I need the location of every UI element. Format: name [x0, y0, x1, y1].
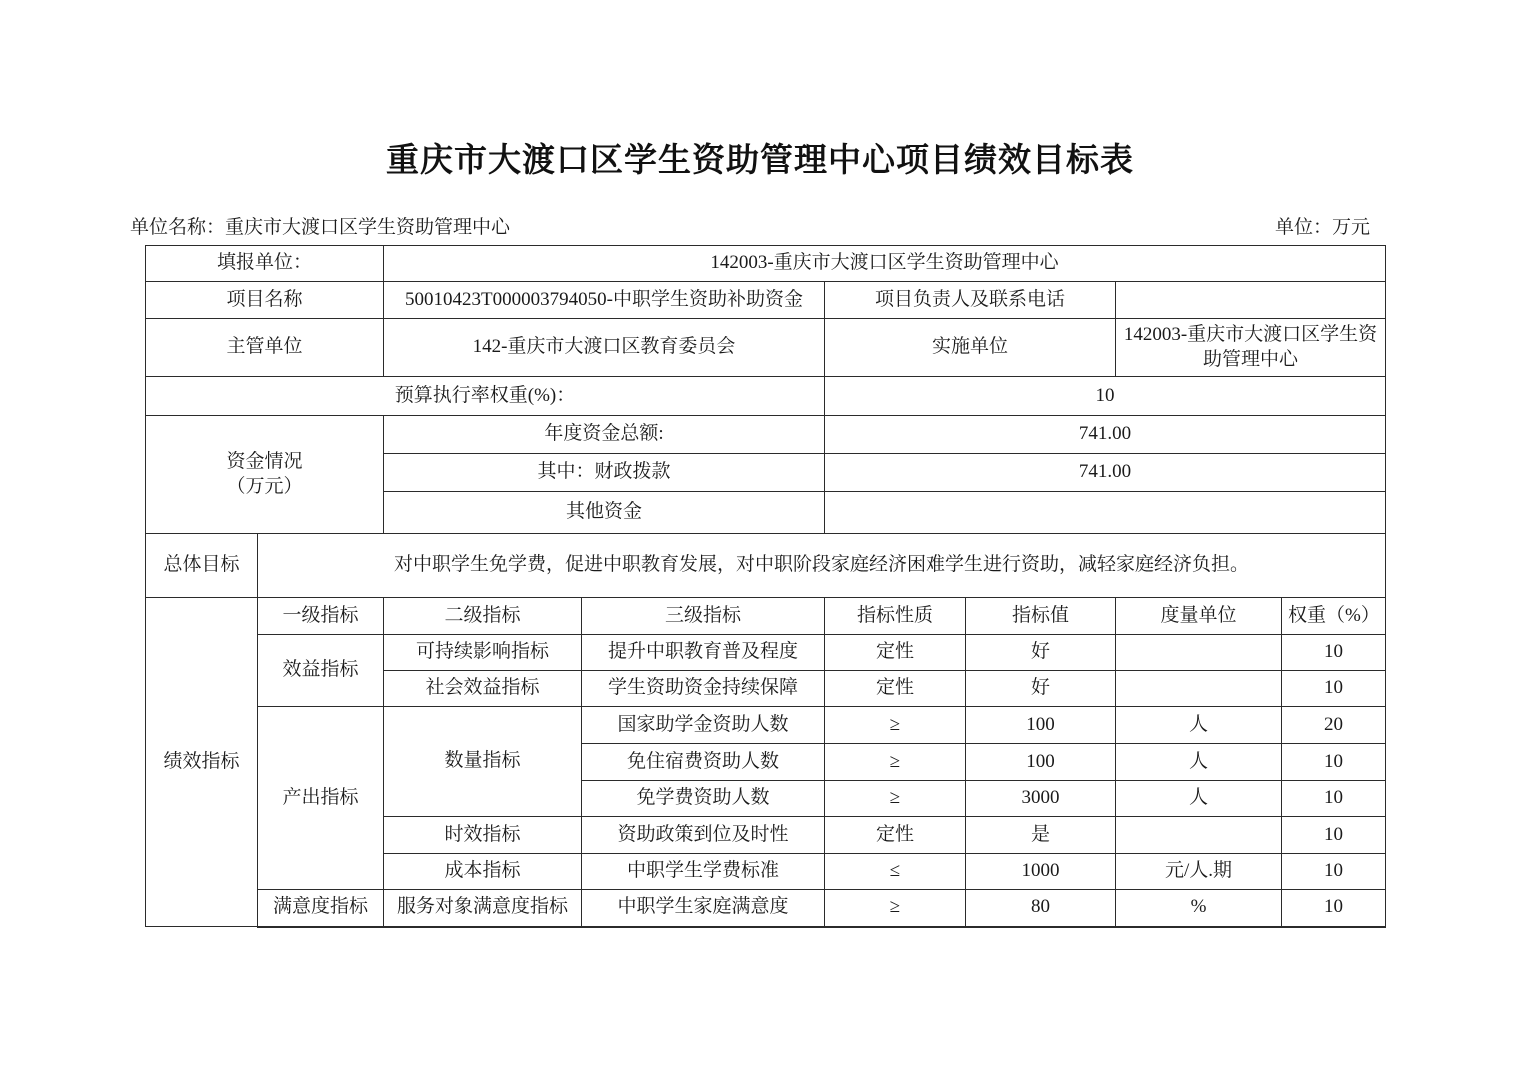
page-title: 重庆市大渡口区学生资助管理中心项目绩效目标表 [386, 141, 1134, 178]
header-weight: 权重（%） [1282, 598, 1386, 635]
funds-fiscal-value: 741.00 [825, 454, 1386, 492]
cell-level3: 提升中职教育普及程度 [582, 635, 825, 671]
table-row [146, 890, 1386, 927]
cell-level1: 效益指标 [258, 635, 384, 707]
funds-total-label: 年度资金总额: [384, 416, 825, 454]
cell-unit [1116, 817, 1282, 854]
budget-rate-value: 10 [825, 377, 1386, 416]
cell-value: 好 [966, 671, 1116, 707]
header-unit: 度量单位 [1116, 598, 1282, 635]
cell-unit: 人 [1116, 744, 1282, 781]
funds-group-label-line1: 资金情况 [226, 450, 303, 472]
supervisor-unit-value: 142-重庆市大渡口区教育委员会 [384, 319, 825, 377]
table-row [146, 319, 1386, 377]
overall-goal-text: 对中职学生免学费，促进中职教育发展，对中职阶段家庭经济困难学生进行资助，减轻家庭经济负担。 [258, 534, 1386, 598]
cell-weight: 10 [1282, 744, 1386, 781]
cell-value: 1000 [966, 854, 1116, 890]
cell-weight: 10 [1282, 817, 1386, 854]
supervisor-unit-label: 主管单位 [146, 319, 384, 377]
table-row [146, 635, 1386, 671]
cell-value: 80 [966, 890, 1116, 927]
cell-level3: 资助政策到位及时性 [582, 817, 825, 854]
cell-level2: 数量指标 [384, 707, 582, 817]
header-level2: 二级指标 [384, 598, 582, 635]
funds-group-label [146, 416, 384, 534]
table-header-row [146, 598, 1386, 635]
project-manager-label: 项目负责人及联系电话 [825, 282, 1116, 319]
cell-level3: 国家助学金资助人数 [582, 707, 825, 744]
cell-nature: 定性 [825, 817, 966, 854]
budget-rate-label: 预算执行率权重(%)： [146, 377, 825, 416]
funds-group-label-line2: （万元） [226, 475, 303, 497]
cell-unit: % [1116, 890, 1282, 927]
cell-nature: ≥ [825, 890, 966, 927]
implement-unit-value: 142003-重庆市大渡口区学生资助管理中心 [1116, 319, 1386, 377]
cell-unit: 人 [1116, 781, 1282, 817]
cell-weight: 20 [1282, 707, 1386, 744]
table-row [146, 246, 1386, 282]
cell-level2: 可持续影响指标 [384, 635, 582, 671]
cell-value: 100 [966, 707, 1116, 744]
cell-unit [1116, 635, 1282, 671]
table-row [146, 282, 1386, 319]
cell-level2: 时效指标 [384, 817, 582, 854]
overall-goal-label: 总体目标 [146, 534, 258, 598]
cell-weight: 10 [1282, 890, 1386, 927]
table-row [146, 707, 1386, 744]
unit-label: 单位：万元 [1274, 217, 1370, 238]
cell-weight: 10 [1282, 854, 1386, 890]
cell-level2: 成本指标 [384, 854, 582, 890]
project-name-label: 项目名称 [146, 282, 384, 319]
project-manager-value [1116, 282, 1386, 319]
performance-target-table [145, 245, 1386, 928]
table-row [146, 377, 1386, 416]
indicators-section-label: 绩效指标 [146, 598, 258, 927]
cell-nature: 定性 [825, 635, 966, 671]
cell-level2: 社会效益指标 [384, 671, 582, 707]
cell-weight: 10 [1282, 671, 1386, 707]
unit-name-label: 单位名称：重庆市大渡口区学生资助管理中心 [130, 217, 511, 238]
implement-unit-label: 实施单位 [825, 319, 1116, 377]
header-nature: 指标性质 [825, 598, 966, 635]
cell-level1: 满意度指标 [258, 890, 384, 927]
cell-unit [1116, 671, 1282, 707]
cell-unit: 人 [1116, 707, 1282, 744]
cell-value: 好 [966, 635, 1116, 671]
funds-other-value [825, 492, 1386, 534]
cell-value: 是 [966, 817, 1116, 854]
cell-nature: ≤ [825, 854, 966, 890]
cell-level3: 学生资助资金持续保障 [582, 671, 825, 707]
table-row [146, 416, 1386, 454]
cell-nature: ≥ [825, 744, 966, 781]
meta-line [130, 212, 1370, 239]
header-value: 指标值 [966, 598, 1116, 635]
cell-nature: 定性 [825, 671, 966, 707]
project-name-value: 50010423T000003794050-中职学生资助补助资金 [384, 282, 825, 319]
cell-level3: 中职学生学费标准 [582, 854, 825, 890]
cell-level3: 免学费资助人数 [582, 781, 825, 817]
cell-value: 100 [966, 744, 1116, 781]
cell-level2: 服务对象满意度指标 [384, 890, 582, 927]
cell-level1: 产出指标 [258, 707, 384, 890]
funds-other-label: 其他资金 [384, 492, 825, 534]
cell-value: 3000 [966, 781, 1116, 817]
cell-unit: 元/人.期 [1116, 854, 1282, 890]
funds-fiscal-label: 其中：财政拨款 [384, 454, 825, 492]
filler-unit-value: 142003-重庆市大渡口区学生资助管理中心 [384, 246, 1386, 282]
cell-nature: ≥ [825, 781, 966, 817]
cell-level3: 免住宿费资助人数 [582, 744, 825, 781]
header-level3: 三级指标 [582, 598, 825, 635]
cell-nature: ≥ [825, 707, 966, 744]
funds-total-value: 741.00 [825, 416, 1386, 454]
header-level1: 一级指标 [258, 598, 384, 635]
cell-weight: 10 [1282, 781, 1386, 817]
filler-unit-label: 填报单位： [146, 246, 384, 282]
cell-level3: 中职学生家庭满意度 [582, 890, 825, 927]
table-row [146, 534, 1386, 598]
cell-weight: 10 [1282, 635, 1386, 671]
